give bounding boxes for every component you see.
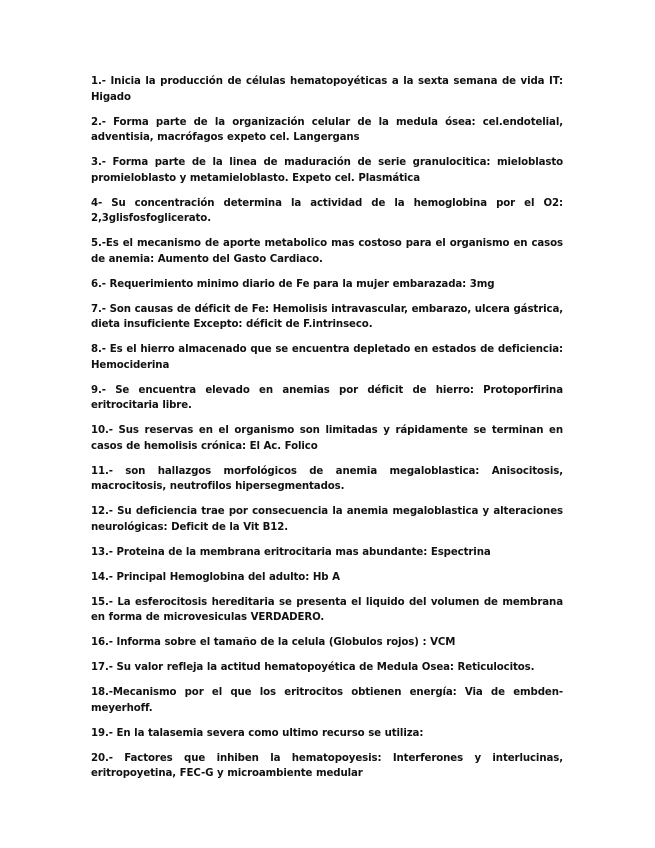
question-item-15: 15.- La esferocitosis hereditaria se presenta el liquido del volumen de membrana en forma de microvesiculas VERDADERO. <box>91 596 563 623</box>
question-item-16: 16.- Informa sobre el tamaño de la celula (Globulos rojos) : VCM <box>91 637 456 648</box>
question-item-2: 2.- Forma parte de la organización celular de la medula ósea: cel.endotelial, adventisia, macrófagos expeto cel. Langergans <box>91 116 563 143</box>
question-item-8: 8.- Es el hierro almacenado que se encuentra depletado en estados de deficiencia: Hemociderina <box>91 344 563 371</box>
document-page <box>91 74 563 791</box>
question-item-13: 13.- Proteina de la membrana eritrocitaria mas abundante: Espectrina <box>91 546 491 558</box>
question-item-11: 11.- son hallazgos morfológicos de anemia megaloblastica: Anisocitosis, macrocitosis, neutrofilos hipersegmentados. <box>91 465 563 492</box>
question-item-5: 5.-Es el mecanismo de aporte metabolico mas costoso para el organismo en casos de anemia: Aumento del Gasto Cardiaco. <box>91 238 563 265</box>
question-item-10: 10.- Sus reservas en el organismo son limitadas y rápidamente se terminan en casos de hemolisis crónica: El Ac. Folico <box>91 425 563 452</box>
question-item-17: 17.- Su valor refleja la actitud hematopoyética de Medula Osea: Reticulocitos. <box>91 662 535 673</box>
question-item-1: 1.- Inicia la producción de células hematopoyéticas a la sexta semana de vida IT: Higado <box>91 76 563 103</box>
question-item-3: 3.- Forma parte de la linea de maduración de serie granulocitica: mieloblasto promieloblasto y metamieloblasto. Expeto cel. Plasmática <box>91 157 563 184</box>
question-item-14: 14.- Principal Hemoglobina del adulto: Hb A <box>91 571 340 583</box>
question-item-20: 20.- Factores que inhiben la hematopoyesis: Interferones y interlucinas, eritropoyetina, FEC-G y microambiente medular <box>91 752 563 779</box>
question-item-9: 9.- Se encuentra elevado en anemias por déficit de hierro: Protoporfirina eritrocitaria libre. <box>91 384 563 411</box>
question-item-4: 4- Su concentración determina la actividad de la hemoglobina por el O2: 2,3glisfosfoglicerato. <box>91 197 563 224</box>
question-item-7: 7.- Son causas de déficit de Fe: Hemolisis intravascular, embarazo, ulcera gástrica, dieta insuficiente Excepto: déficit de F.intrinseco. <box>91 303 563 330</box>
question-item-19: 19.- En la talasemia severa como ultimo recurso se utiliza: <box>91 727 424 739</box>
question-item-18: 18.-Mecanismo por el que los eritrocitos obtienen energía: Via de embden-meyerhoff. <box>91 687 563 714</box>
question-item-12: 12.- Su deficiencia trae por consecuencia la anemia megaloblastica y alteraciones neurológicas: Deficit de la Vit B12. <box>91 506 563 533</box>
question-item-6: 6.- Requerimiento minimo diario de Fe para la mujer embarazada: 3mg <box>91 278 495 290</box>
